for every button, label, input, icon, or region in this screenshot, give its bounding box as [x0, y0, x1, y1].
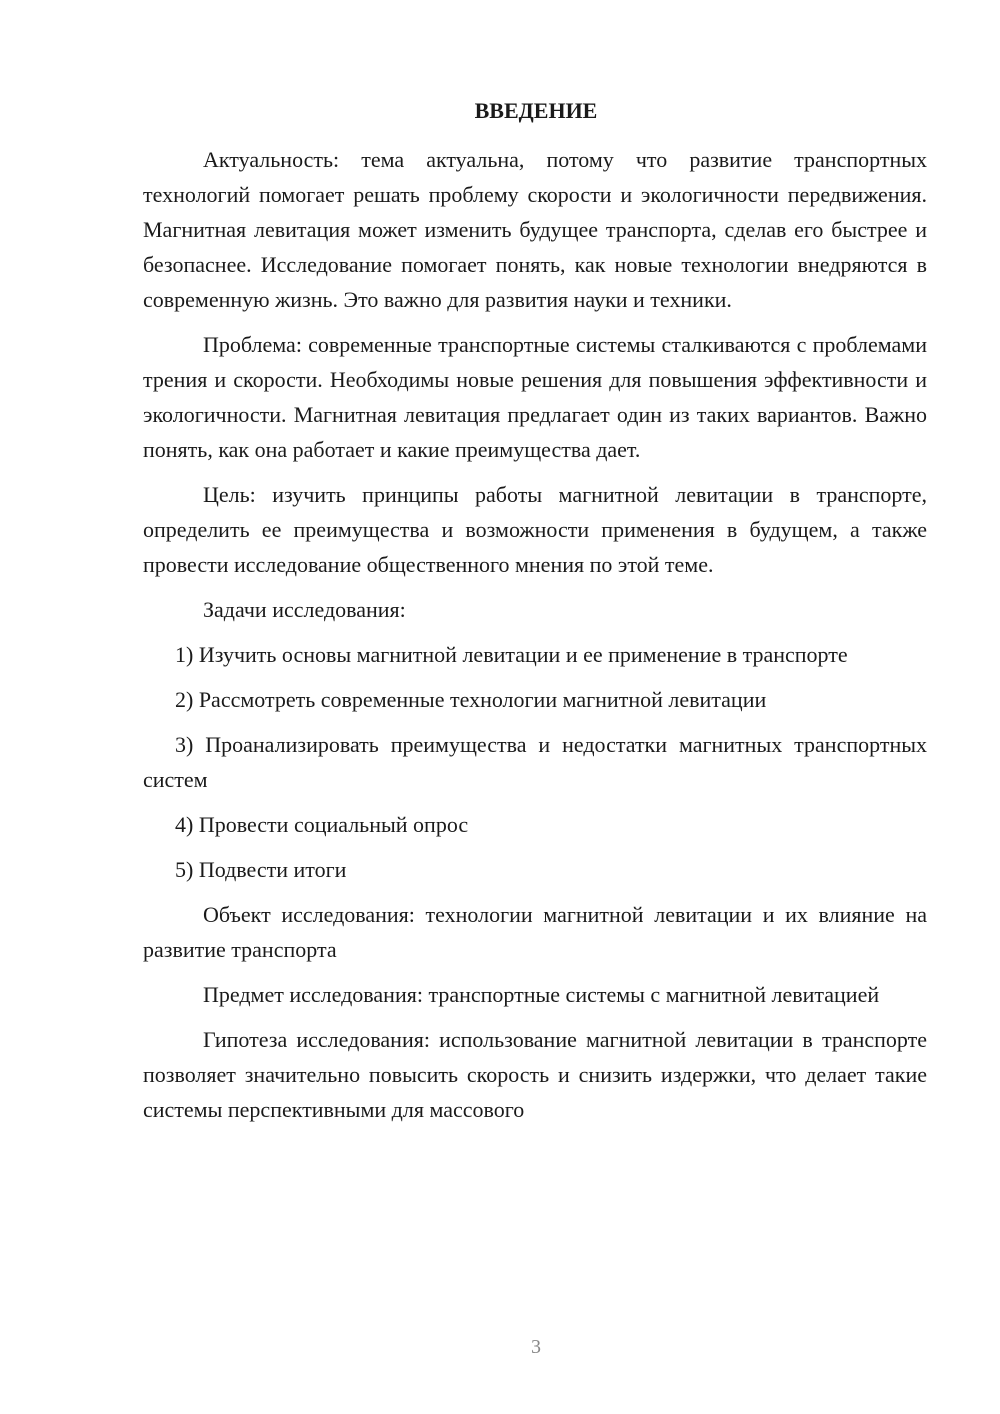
task-item: 4) Провести социальный опрос: [175, 812, 469, 837]
paragraph-goal: Цель: изучить принципы работы магнитной левитации в транспорте, определить ее преимущества и возможности применения в будущем, а также провести исследование общественного мнения по этой теме.: [143, 482, 927, 577]
paragraph-problem: Проблема: современные транспортные системы сталкиваются с проблемами трения и скорости. Необходимы новые решения для повышения эффективности и экологичности. Магнитная левитация предлагает один из таких вариантов. Важно понять, как она работает и какие преимущества дает.: [143, 332, 927, 462]
task-item: 5) Подвести итоги: [175, 857, 347, 882]
paragraph-object: Объект исследования: технологии магнитной левитации и их влияние на развитие транспорта: [143, 902, 927, 962]
task-item: 1) Изучить основы магнитной левитации и ее применение в транспорте: [175, 642, 848, 667]
task-item: 3) Проанализировать преимущества и недостатки магнитных транспортных систем: [143, 732, 927, 792]
paragraph-hypothesis: Гипотеза исследования: использование магнитной левитации в транспорте позволяет значительно повысить скорость и снизить издержки, что делает такие системы перспективными для массового: [143, 1027, 927, 1122]
task-item: 2) Рассмотреть современные технологии магнитной левитации: [175, 687, 767, 712]
section-title: ВВЕДЕНИЕ: [474, 98, 598, 123]
paragraph-subject: Предмет исследования: транспортные системы с магнитной левитацией: [203, 982, 880, 1007]
page-number: 3: [531, 1336, 541, 1358]
body-text: [143, 142, 927, 1137]
paragraph-relevance: Актуальность: тема актуальна, потому что развитие транспортных технологий помогает решать проблему скорости и экологичности передвижения. Магнитная левитация может изменить будущее транспорта, сделав его быстрее и безопаснее. Исследование помогает понять, как новые технологии внедряются в современную жизнь. Это важно для развития науки и техники.: [143, 147, 927, 312]
paragraph-tasks-heading: Задачи исследования:: [203, 597, 406, 622]
